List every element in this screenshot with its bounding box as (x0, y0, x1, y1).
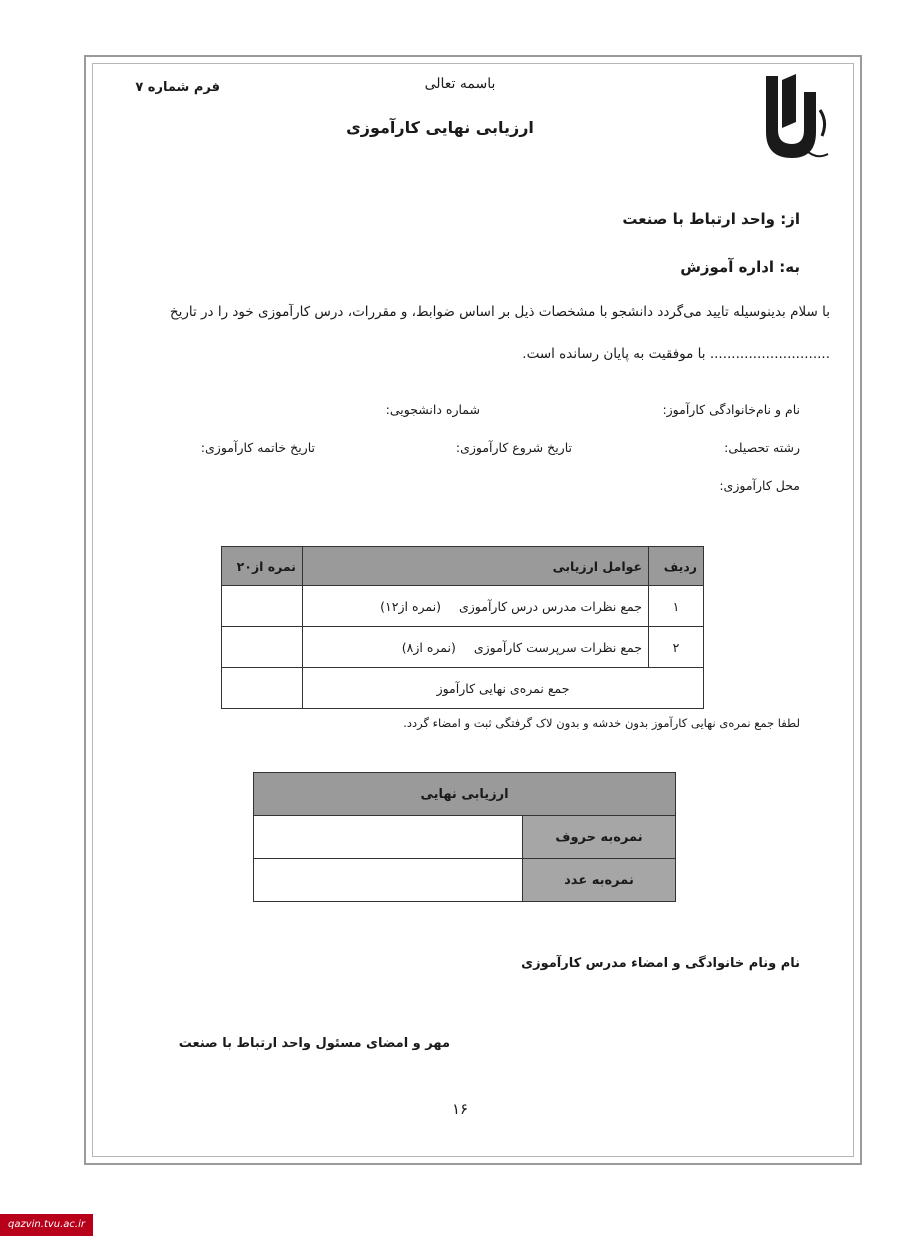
criteria-text: جمع نظرات سرپرست کارآموزی (473, 639, 642, 655)
score-in-digits-cell[interactable] (254, 859, 523, 902)
score-in-words-label: نمره‌به حروف (523, 816, 676, 859)
criteria-max: (نمره از۱۲) (380, 598, 441, 614)
internship-place-label: محل کارآموزی: (719, 478, 800, 493)
letter-to: به: اداره آموزش (680, 258, 800, 276)
criteria-max: (نمره از۸) (401, 639, 456, 655)
final-evaluation-table (253, 772, 676, 902)
score-in-digits-label: نمره‌به عدد (523, 859, 676, 902)
instructor-signature-label: نام ونام خانوادگی و امضاء مدرس کارآموزی (521, 956, 800, 971)
header-row-number: ردیف (649, 547, 704, 586)
total-score-cell[interactable] (222, 668, 303, 709)
student-name-label: نام و نام‌خانوادگی کارآموز: (662, 402, 800, 417)
letter-from: از: واحد ارتباط با صنعت (622, 210, 800, 228)
row-number: ۱ (649, 586, 704, 627)
internship-end-date-label: تاریخ خاتمه کارآموزی: (200, 440, 315, 455)
score-in-words-cell[interactable] (254, 816, 523, 859)
table-row (222, 586, 704, 627)
evaluation-table-header (222, 547, 704, 586)
table-row-total (222, 668, 704, 709)
document-title: ارزیابی نهایی کارآموزی (346, 118, 534, 137)
criteria-cell (303, 627, 649, 668)
page-number: ۱۶ (451, 1100, 469, 1118)
university-logo (752, 70, 832, 165)
header-criteria: عوامل ارزیابی (303, 547, 649, 586)
table-row (222, 627, 704, 668)
student-id-label: شماره دانشجویی: (385, 402, 480, 417)
score-input-cell[interactable] (222, 627, 303, 668)
header-score: نمره از۲۰ (222, 547, 303, 586)
letter-body-line-2: ............................ با موفقیت به پایان رسانده است. (522, 346, 830, 362)
letter-body-line-1: با سلام بدینوسیله تایید می‌گردد دانشجو با مشخصات ذیل بر اساس ضوابط، و مقررات، درس کارآموزی خود را در تاریخ (169, 304, 830, 320)
total-label: جمع نمره‌ی نهایی کارآموز (303, 668, 704, 709)
evaluation-table (221, 546, 704, 709)
form-number: فرم شماره ۷ (135, 80, 220, 95)
criteria-text: جمع نظرات مدرس درس کارآموزی (458, 598, 642, 614)
table-row (254, 816, 676, 859)
field-of-study-label: رشته تحصیلی: (724, 440, 800, 455)
internship-start-date-label: تاریخ شروع کارآموزی: (455, 440, 572, 455)
row-number: ۲ (649, 627, 704, 668)
table-row (254, 859, 676, 902)
final-evaluation-title: ارزیابی نهایی (254, 773, 676, 816)
site-watermark: qazvin.tvu.ac.ir (0, 1214, 93, 1236)
criteria-cell (303, 586, 649, 627)
instruction-note: لطفا جمع نمره‌ی نهایی کارآموز بدون خدشه و بدون لاک گرفتگی ثبت و امضاء گردد. (403, 716, 800, 730)
basmala: باسمه تعالی (424, 76, 496, 92)
industry-unit-signature-label: مهر و امضای مسئول واحد ارتباط با صنعت (178, 1036, 450, 1051)
score-input-cell[interactable] (222, 586, 303, 627)
